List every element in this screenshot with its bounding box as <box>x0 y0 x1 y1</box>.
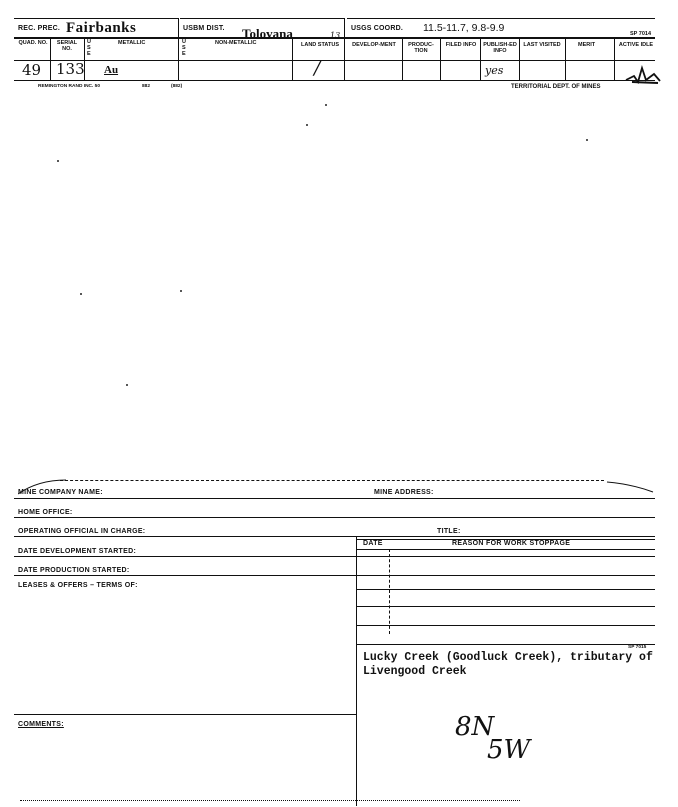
comments-label: COMMENTS: <box>18 721 64 728</box>
printer-code-2: (882) <box>171 84 183 89</box>
col-active-idle: ACTIVE IDLE <box>618 42 654 48</box>
col-production: PRODUC-TION <box>408 42 434 54</box>
bottom-rule <box>20 800 520 801</box>
header-divider <box>614 37 615 80</box>
active-idle-scribble <box>624 62 664 86</box>
usbm-dist-value: Tolovana <box>242 26 293 41</box>
form-rule <box>14 536 655 537</box>
speck <box>80 293 82 295</box>
reason-col-label: REASON FOR WORK STOPPAGE <box>452 540 571 547</box>
date-production-started-label: DATE PRODUCTION STARTED: <box>18 567 130 574</box>
stoppage-divider <box>356 536 357 806</box>
mine-address-label: MINE ADDRESS: <box>374 489 434 496</box>
header-divider <box>565 37 566 80</box>
speck <box>586 139 588 141</box>
form-rule <box>14 498 655 499</box>
land-status-value: / <box>314 58 321 79</box>
leases-offers-label: LEASES & OFFERS – TERMS OF: <box>18 582 138 589</box>
stoppage-rule <box>356 549 655 550</box>
header-top-rule <box>180 18 344 19</box>
published-info-value: yes <box>485 64 504 77</box>
date-col-label: DATE <box>363 540 383 547</box>
header-rule <box>14 80 655 81</box>
stoppage-date-divider <box>389 549 390 634</box>
corner-code: SP 7014 <box>630 31 652 37</box>
form-rule <box>14 556 655 557</box>
col-development: DEVELOP-MENT <box>352 42 396 48</box>
header-divider <box>292 37 293 80</box>
location-line-2: Livengood Creek <box>363 665 467 678</box>
header-divider <box>50 37 51 80</box>
header-rule <box>14 60 655 61</box>
header-divider <box>344 18 345 80</box>
header-divider <box>440 37 441 80</box>
col-merit: MERIT <box>578 42 596 48</box>
printer-code: 882 <box>142 84 151 89</box>
col-serial-no: SERIAL NO. <box>56 40 78 52</box>
quad-no-value: 49 <box>22 61 42 79</box>
stoppage-rule <box>356 606 655 607</box>
usgs-coord-value: 11.5-11.7, 9.8-9.9 <box>423 22 505 34</box>
title-label: TITLE: <box>437 528 461 535</box>
usbm-dist-label: USBM DIST. <box>183 25 225 32</box>
date-development-started-label: DATE DEVELOPMENT STARTED: <box>18 548 137 555</box>
metallic-value: Au <box>104 64 119 76</box>
printer-credit: REMINGTON RAND INC. 50 <box>38 84 101 89</box>
operating-official-label: OPERATING OFFICIAL IN CHARGE: <box>18 528 146 535</box>
col-land-status: LAND STATUS <box>301 42 339 48</box>
rec-prec-label: REC. PREC. <box>18 25 61 32</box>
speck <box>180 290 182 292</box>
usgs-coord-label: USGS COORD. <box>351 25 403 32</box>
speck <box>126 384 128 386</box>
serial-no-value: 133 <box>56 60 85 78</box>
form-rule <box>14 575 655 576</box>
home-office-label: HOME OFFICE: <box>18 509 73 516</box>
speck <box>57 160 59 162</box>
header-top-rule <box>347 18 655 19</box>
col-s: S <box>87 45 91 51</box>
stoppage-rule <box>356 625 655 626</box>
col-quad-no: QUAD. NO. <box>18 40 48 46</box>
small-code: SP 7015 <box>628 645 647 650</box>
handwritten-range: 5W <box>487 735 531 765</box>
speck <box>306 124 308 126</box>
header-divider <box>519 37 520 80</box>
col-u2: U <box>182 39 186 45</box>
col-published-info: PUBLISH-ED INFO <box>483 42 517 54</box>
col-last-visited: LAST VISITED <box>523 42 561 48</box>
header-divider <box>178 18 179 80</box>
header-divider <box>402 37 403 80</box>
col-u: U <box>87 39 91 45</box>
col-non-metallic: NON-METALLIC <box>215 40 257 46</box>
rec-prec-value: Fairbanks <box>66 20 137 36</box>
col-s2: S <box>182 45 186 51</box>
col-filed-info: FILED INFO <box>445 42 477 48</box>
form-top-rule <box>352 480 604 481</box>
col-e: E <box>87 51 91 57</box>
mine-company-name-label: MINE COMPANY NAME: <box>18 489 103 496</box>
number-mark: 13 <box>330 31 341 40</box>
form-corner-curve-right <box>605 478 655 498</box>
stoppage-rule <box>356 589 655 590</box>
header-divider <box>480 37 481 80</box>
header-top-rule <box>14 18 178 19</box>
stoppage-rule <box>356 644 655 645</box>
territorial-dept: TERRITORIAL DEPT. OF MINES <box>511 84 601 90</box>
form-top-rule <box>60 480 350 481</box>
speck <box>325 104 327 106</box>
handwritten-township: 8N <box>455 712 495 742</box>
location-line-1: Lucky Creek (Goodluck Creek), tributary of <box>363 651 653 664</box>
comments-rule <box>14 714 356 715</box>
form-rule <box>14 517 655 518</box>
col-metallic: METALLIC <box>118 40 146 46</box>
col-e2: E <box>182 51 186 57</box>
